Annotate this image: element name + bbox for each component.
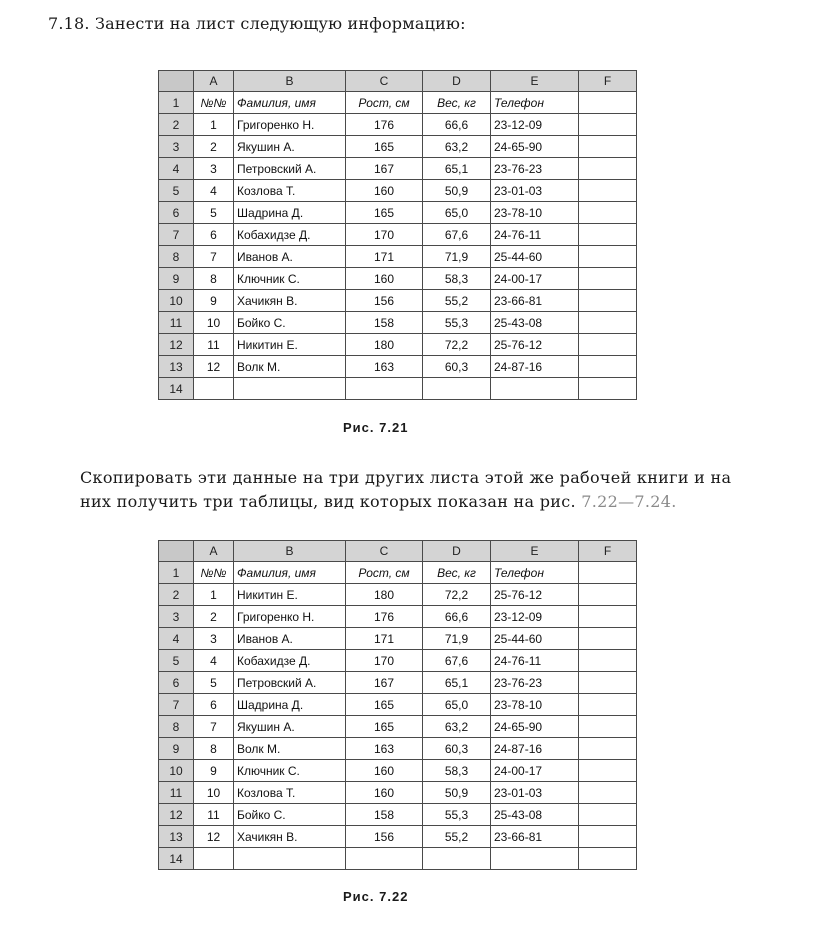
table-row <box>159 202 637 224</box>
cell[interactable]: 156 <box>346 826 423 848</box>
cell[interactable]: Волк М. <box>234 356 346 378</box>
cell[interactable]: Козлова Т. <box>234 782 346 804</box>
row-header[interactable]: 8 <box>159 716 194 738</box>
row-header[interactable]: 9 <box>159 268 194 290</box>
cell[interactable]: Петровский А. <box>234 672 346 694</box>
row-header[interactable]: 2 <box>159 584 194 606</box>
row-header[interactable]: 2 <box>159 114 194 136</box>
cell[interactable]: Никитин Е. <box>234 584 346 606</box>
cell[interactable]: Григоренко Н. <box>234 114 346 136</box>
row-header[interactable]: 3 <box>159 606 194 628</box>
cell[interactable]: 5 <box>194 672 234 694</box>
column-header-d[interactable]: D <box>423 71 491 92</box>
cell[interactable] <box>579 562 637 584</box>
row-header[interactable]: 8 <box>159 246 194 268</box>
cell[interactable]: 12 <box>194 356 234 378</box>
cell[interactable] <box>579 246 637 268</box>
cell[interactable] <box>491 848 579 870</box>
cell[interactable]: 160 <box>346 760 423 782</box>
cell[interactable]: 24-87-16 <box>491 738 579 760</box>
cell[interactable]: 8 <box>194 738 234 760</box>
cell[interactable]: 176 <box>346 606 423 628</box>
cell[interactable]: 160 <box>346 180 423 202</box>
row-header[interactable]: 12 <box>159 804 194 826</box>
cell[interactable]: 158 <box>346 804 423 826</box>
cell[interactable]: 63,2 <box>423 136 491 158</box>
cell[interactable]: 67,6 <box>423 650 491 672</box>
cell[interactable] <box>579 312 637 334</box>
cell[interactable] <box>579 202 637 224</box>
cell[interactable]: 72,2 <box>423 584 491 606</box>
figure-caption-7-21: Рис. 7.21 <box>343 420 409 435</box>
cell[interactable]: 8 <box>194 268 234 290</box>
cell[interactable]: 71,9 <box>423 246 491 268</box>
table-row <box>159 92 637 114</box>
cell[interactable]: 4 <box>194 650 234 672</box>
cell[interactable]: Якушин А. <box>234 136 346 158</box>
cell[interactable]: 11 <box>194 804 234 826</box>
row-header[interactable]: 4 <box>159 158 194 180</box>
row-header[interactable]: 1 <box>159 92 194 114</box>
cell[interactable] <box>194 378 234 400</box>
row-header[interactable]: 5 <box>159 650 194 672</box>
cell[interactable]: 180 <box>346 584 423 606</box>
cell[interactable]: 25-44-60 <box>491 246 579 268</box>
row-header[interactable]: 10 <box>159 760 194 782</box>
column-header-f[interactable]: F <box>579 71 637 92</box>
cell[interactable]: Хачикян В. <box>234 826 346 848</box>
column-header-a[interactable]: A <box>194 71 234 92</box>
table-row <box>159 672 637 694</box>
cell[interactable]: 2 <box>194 606 234 628</box>
cell[interactable]: 60,3 <box>423 356 491 378</box>
cell[interactable]: 6 <box>194 224 234 246</box>
cell[interactable] <box>579 782 637 804</box>
header-cell[interactable]: Рост, см <box>346 92 423 114</box>
cell[interactable]: 7 <box>194 716 234 738</box>
cell[interactable]: 23-76-23 <box>491 672 579 694</box>
cell[interactable]: Иванов А. <box>234 628 346 650</box>
cell[interactable]: 180 <box>346 334 423 356</box>
cell[interactable] <box>579 334 637 356</box>
table-row <box>159 804 637 826</box>
table-row <box>159 760 637 782</box>
cell[interactable] <box>234 378 346 400</box>
cell[interactable]: 23-12-09 <box>491 606 579 628</box>
instruction-text: Скопировать эти данные на три других листа этой же рабочей книги и на них получить три таблицы, вид которых показан на рис. <box>80 468 732 511</box>
cell[interactable]: 72,2 <box>423 334 491 356</box>
cell[interactable]: 65,0 <box>423 202 491 224</box>
cell[interactable]: 24-00-17 <box>491 268 579 290</box>
cell[interactable]: 9 <box>194 760 234 782</box>
table-row <box>159 694 637 716</box>
cell[interactable]: 171 <box>346 246 423 268</box>
row-header[interactable]: 3 <box>159 136 194 158</box>
cell[interactable] <box>579 290 637 312</box>
cell[interactable]: 160 <box>346 782 423 804</box>
cell[interactable]: Ключник С. <box>234 268 346 290</box>
cell[interactable]: 160 <box>346 268 423 290</box>
cell[interactable] <box>579 268 637 290</box>
cell[interactable] <box>579 694 637 716</box>
table-row <box>159 180 637 202</box>
cell[interactable]: 24-65-90 <box>491 136 579 158</box>
cell[interactable]: Бойко С. <box>234 804 346 826</box>
cell[interactable]: 25-76-12 <box>491 334 579 356</box>
column-header-d[interactable]: D <box>423 541 491 562</box>
cell[interactable]: 3 <box>194 628 234 650</box>
cell[interactable]: 165 <box>346 694 423 716</box>
cell[interactable]: Кобахидзе Д. <box>234 650 346 672</box>
cell[interactable]: 50,9 <box>423 180 491 202</box>
cell[interactable]: 65,1 <box>423 158 491 180</box>
cell[interactable] <box>579 92 637 114</box>
header-cell[interactable]: №№ <box>194 92 234 114</box>
cell[interactable]: 165 <box>346 202 423 224</box>
cell[interactable] <box>234 848 346 870</box>
cell[interactable]: 163 <box>346 738 423 760</box>
cell[interactable]: 63,2 <box>423 716 491 738</box>
cell[interactable] <box>346 378 423 400</box>
table-row <box>159 826 637 848</box>
cell[interactable]: Шадрина Д. <box>234 202 346 224</box>
header-cell[interactable]: Вес, кг <box>423 562 491 584</box>
cell[interactable] <box>579 716 637 738</box>
row-header[interactable]: 12 <box>159 334 194 356</box>
cell[interactable]: 2 <box>194 136 234 158</box>
table-row <box>159 606 637 628</box>
cell[interactable] <box>579 136 637 158</box>
header-cell[interactable]: Фамилия, имя <box>234 92 346 114</box>
row-header[interactable]: 7 <box>159 224 194 246</box>
task-title: 7.18. Занести на лист следующую информацию: <box>48 14 466 33</box>
cell[interactable]: 165 <box>346 136 423 158</box>
column-header-e[interactable]: E <box>491 541 579 562</box>
cell[interactable]: Якушин А. <box>234 716 346 738</box>
table-row <box>159 136 637 158</box>
table-row <box>159 290 637 312</box>
cell[interactable]: 24-76-11 <box>491 650 579 672</box>
cell[interactable]: 66,6 <box>423 606 491 628</box>
cell[interactable]: 23-66-81 <box>491 826 579 848</box>
cell[interactable]: Хачикян В. <box>234 290 346 312</box>
cell[interactable]: Петровский А. <box>234 158 346 180</box>
column-header-c[interactable]: C <box>346 541 423 562</box>
cell[interactable]: 71,9 <box>423 628 491 650</box>
table-row <box>159 114 637 136</box>
header-cell[interactable]: Фамилия, имя <box>234 562 346 584</box>
table-row <box>159 158 637 180</box>
cell[interactable]: 167 <box>346 158 423 180</box>
cell[interactable] <box>579 224 637 246</box>
cell[interactable]: 58,3 <box>423 268 491 290</box>
column-header-a[interactable]: A <box>194 541 234 562</box>
cell[interactable]: Григоренко Н. <box>234 606 346 628</box>
row-header[interactable]: 14 <box>159 848 194 870</box>
cell[interactable]: 9 <box>194 290 234 312</box>
column-header-f[interactable]: F <box>579 541 637 562</box>
table-row <box>159 782 637 804</box>
cell[interactable]: Шадрина Д. <box>234 694 346 716</box>
header-cell[interactable]: Телефон <box>491 92 579 114</box>
cell[interactable]: 11 <box>194 334 234 356</box>
cell[interactable] <box>423 848 491 870</box>
cell[interactable]: 23-78-10 <box>491 694 579 716</box>
column-header-e[interactable]: E <box>491 71 579 92</box>
table-row <box>159 378 637 400</box>
cell[interactable] <box>579 180 637 202</box>
header-cell[interactable]: Телефон <box>491 562 579 584</box>
table-row <box>159 312 637 334</box>
row-header[interactable]: 6 <box>159 202 194 224</box>
cell[interactable]: 24-87-16 <box>491 356 579 378</box>
table-row <box>159 562 637 584</box>
cell[interactable] <box>346 848 423 870</box>
cell[interactable]: 67,6 <box>423 224 491 246</box>
cell[interactable]: Ключник С. <box>234 760 346 782</box>
cell[interactable]: 171 <box>346 628 423 650</box>
table-row <box>159 224 637 246</box>
row-header[interactable]: 6 <box>159 672 194 694</box>
figure-caption-7-22: Рис. 7.22 <box>343 889 409 904</box>
cell[interactable]: Кобахидзе Д. <box>234 224 346 246</box>
cell[interactable]: 25-44-60 <box>491 628 579 650</box>
cell[interactable] <box>579 804 637 826</box>
cell[interactable]: 10 <box>194 782 234 804</box>
cell[interactable]: 170 <box>346 650 423 672</box>
cell[interactable]: 3 <box>194 158 234 180</box>
cell[interactable] <box>579 378 637 400</box>
cell[interactable]: 58,3 <box>423 760 491 782</box>
table-row <box>159 584 637 606</box>
cell[interactable]: 23-12-09 <box>491 114 579 136</box>
row-header[interactable]: 10 <box>159 290 194 312</box>
cell[interactable]: 163 <box>346 356 423 378</box>
cell[interactable]: 156 <box>346 290 423 312</box>
cell[interactable]: 24-65-90 <box>491 716 579 738</box>
row-header[interactable]: 7 <box>159 694 194 716</box>
cell[interactable]: 50,9 <box>423 782 491 804</box>
cell[interactable]: 66,6 <box>423 114 491 136</box>
column-header-b[interactable]: B <box>234 71 346 92</box>
row-header[interactable]: 1 <box>159 562 194 584</box>
cell[interactable]: 55,2 <box>423 826 491 848</box>
cell[interactable]: 55,3 <box>423 312 491 334</box>
cell[interactable]: 170 <box>346 224 423 246</box>
cell[interactable]: Бойко С. <box>234 312 346 334</box>
cell[interactable]: 23-76-23 <box>491 158 579 180</box>
cell[interactable] <box>579 606 637 628</box>
row-header[interactable]: 13 <box>159 826 194 848</box>
spreadsheet-figure-7-21 <box>158 70 637 400</box>
cell[interactable]: Козлова Т. <box>234 180 346 202</box>
cell[interactable] <box>579 356 637 378</box>
cell[interactable]: 24-00-17 <box>491 760 579 782</box>
instruction-paragraph <box>80 466 740 514</box>
cell[interactable]: 12 <box>194 826 234 848</box>
column-header-row <box>159 541 637 562</box>
header-cell[interactable]: №№ <box>194 562 234 584</box>
column-header-b[interactable]: B <box>234 541 346 562</box>
table-row <box>159 628 637 650</box>
table-row <box>159 650 637 672</box>
cell[interactable]: 60,3 <box>423 738 491 760</box>
header-cell[interactable]: Рост, см <box>346 562 423 584</box>
cell[interactable] <box>579 628 637 650</box>
cell[interactable] <box>579 826 637 848</box>
cell[interactable]: 55,2 <box>423 290 491 312</box>
cell[interactable]: 167 <box>346 672 423 694</box>
row-header[interactable]: 14 <box>159 378 194 400</box>
figure-reference: 7.22—7.24. <box>581 492 677 511</box>
cell[interactable]: 25-43-08 <box>491 804 579 826</box>
cell[interactable]: 7 <box>194 246 234 268</box>
cell[interactable] <box>579 114 637 136</box>
cell[interactable] <box>579 650 637 672</box>
cell[interactable]: 5 <box>194 202 234 224</box>
row-header[interactable]: 11 <box>159 782 194 804</box>
cell[interactable]: 23-01-03 <box>491 180 579 202</box>
cell[interactable]: 55,3 <box>423 804 491 826</box>
row-header[interactable]: 4 <box>159 628 194 650</box>
cell[interactable]: Иванов А. <box>234 246 346 268</box>
table-row <box>159 356 637 378</box>
spreadsheet-figure-7-22 <box>158 540 637 870</box>
cell[interactable]: 23-66-81 <box>491 290 579 312</box>
table-row <box>159 738 637 760</box>
cell[interactable] <box>579 584 637 606</box>
cell[interactable]: 25-43-08 <box>491 312 579 334</box>
cell[interactable]: 176 <box>346 114 423 136</box>
cell[interactable]: 1 <box>194 114 234 136</box>
cell[interactable] <box>579 760 637 782</box>
cell[interactable]: 165 <box>346 716 423 738</box>
cell[interactable]: 65,0 <box>423 694 491 716</box>
cell[interactable]: Волк М. <box>234 738 346 760</box>
row-header[interactable]: 5 <box>159 180 194 202</box>
row-header[interactable]: 9 <box>159 738 194 760</box>
cell[interactable]: Никитин Е. <box>234 334 346 356</box>
cell[interactable] <box>579 158 637 180</box>
table-row <box>159 716 637 738</box>
cell[interactable] <box>491 378 579 400</box>
cell[interactable]: 23-01-03 <box>491 782 579 804</box>
row-header[interactable]: 11 <box>159 312 194 334</box>
select-all-corner[interactable] <box>159 71 194 92</box>
cell[interactable] <box>194 848 234 870</box>
table-row <box>159 246 637 268</box>
cell[interactable]: 1 <box>194 584 234 606</box>
cell[interactable]: 158 <box>346 312 423 334</box>
cell[interactable]: 24-76-11 <box>491 224 579 246</box>
table-row <box>159 334 637 356</box>
cell[interactable] <box>579 848 637 870</box>
cell[interactable]: 23-78-10 <box>491 202 579 224</box>
table-row <box>159 848 637 870</box>
table-row <box>159 268 637 290</box>
header-cell[interactable]: Вес, кг <box>423 92 491 114</box>
cell[interactable] <box>423 378 491 400</box>
column-header-row <box>159 71 637 92</box>
cell[interactable]: 4 <box>194 180 234 202</box>
cell[interactable]: 10 <box>194 312 234 334</box>
cell[interactable]: 25-76-12 <box>491 584 579 606</box>
cell[interactable] <box>579 738 637 760</box>
cell[interactable] <box>579 672 637 694</box>
select-all-corner[interactable] <box>159 541 194 562</box>
row-header[interactable]: 13 <box>159 356 194 378</box>
cell[interactable]: 65,1 <box>423 672 491 694</box>
column-header-c[interactable]: C <box>346 71 423 92</box>
cell[interactable]: 6 <box>194 694 234 716</box>
